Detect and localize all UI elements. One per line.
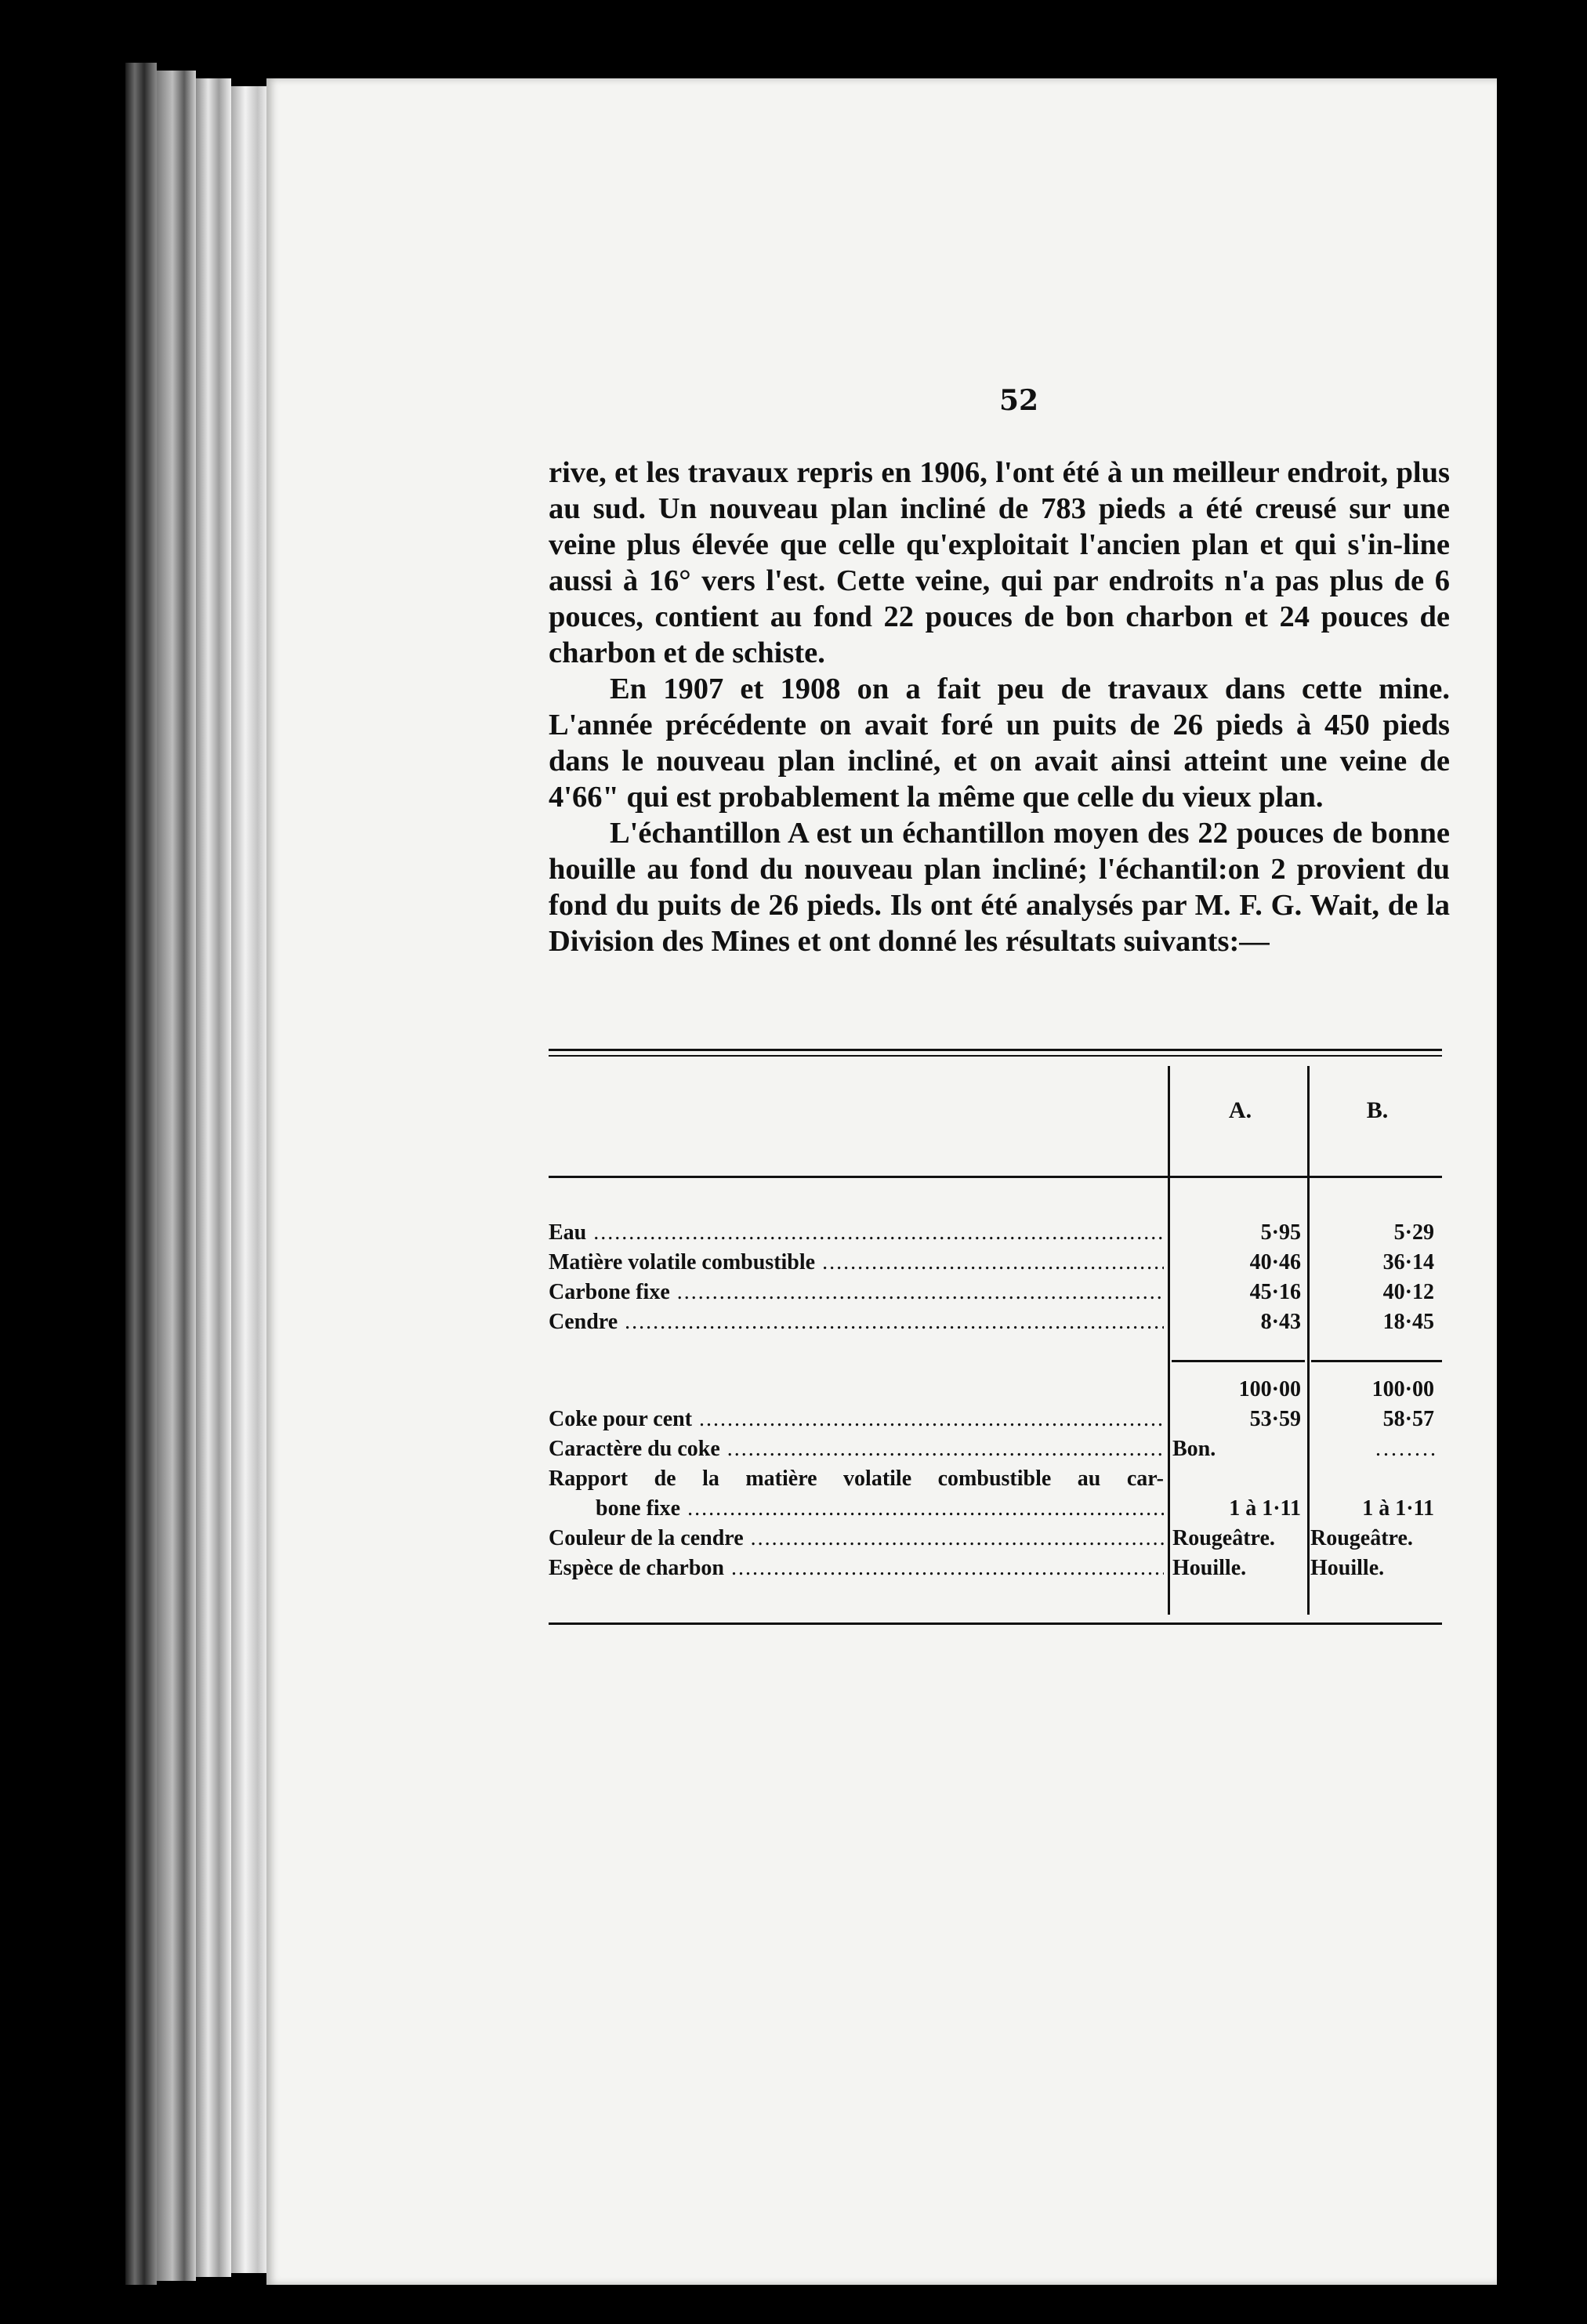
row-label: Carbone fixe ..... — [549, 1278, 1164, 1307]
subtotal-rule — [1311, 1360, 1442, 1362]
row-label: Coke pour cent ..... — [549, 1405, 1164, 1434]
value-a: 8·43 — [1260, 1310, 1301, 1334]
paragraph: rive, et les travaux repris en 1906, l'ont été à un meilleur endroit, plus au sud. Un nouveau plan incliné de 783 pieds a été creusé sur une veine plus élevée que celle qu'exploitait l'ancien plan et qui s'in-line aussi à 16° vers l'est. Cette veine, qui par endroits n'a pas plus de 6 pouces, contient au fond 22 pouces de bon charbon et 24 pouces de charbon et de schiste. — [549, 456, 1450, 669]
row-label: Matière volatile combustible ..... — [549, 1249, 1164, 1277]
table-bottom-rule — [549, 1622, 1442, 1625]
table-row — [549, 1435, 1442, 1463]
total-a: 100·00 — [1238, 1377, 1301, 1401]
book-page-edge — [157, 71, 196, 2281]
paragraph: En 1907 et 1908 on a fait peu de travaux dans cette mine. L'année précédente on avait foré un puits de 26 pieds à 450 pieds dans le nouveau plan incliné, et on avait ainsi atteint une veine de 4'66" qui est probablement la même que celle du vieux plan. — [549, 673, 1450, 814]
total-b: 100·00 — [1371, 1377, 1434, 1401]
value-b: 36·14 — [1382, 1250, 1434, 1274]
table-top-rule — [549, 1049, 1442, 1051]
table-total-row — [549, 1376, 1442, 1404]
value-a: Bon. — [1172, 1437, 1216, 1461]
table-row — [549, 1554, 1442, 1583]
value-a: Houille. — [1172, 1556, 1247, 1580]
value-b: 58·57 — [1382, 1407, 1434, 1431]
table-row — [549, 1495, 1442, 1523]
value-a: Rougeâtre. — [1172, 1526, 1275, 1550]
value-b: 5·29 — [1393, 1220, 1434, 1245]
table-row — [549, 1525, 1442, 1553]
book-page-edge — [125, 63, 157, 2285]
subtotal-rule — [1172, 1360, 1305, 1362]
value-a: 45·16 — [1249, 1280, 1301, 1304]
value-b: 40·12 — [1382, 1280, 1434, 1304]
row-label: Couleur de la cendre ..... — [549, 1525, 1164, 1553]
book-page-edge — [231, 86, 266, 2273]
paragraph: L'échantillon A est un échantillon moyen des 22 pouces de bonne houille au fond du nouveau plan incliné; l'échantil:on 2 provient du fond du puits de 26 pieds. Ils ont été analysés par M. F. G. Wait, de la Division des Mines et ont donné les résultats suivants:— — [549, 817, 1450, 958]
row-label-line2: bone fixe ..... — [549, 1495, 1164, 1523]
table-row — [549, 1465, 1442, 1493]
table-row — [549, 1405, 1442, 1434]
value-b: ........ — [1375, 1437, 1438, 1461]
value-a: 1 à 1·11 — [1229, 1496, 1301, 1521]
column-header-b: B. — [1366, 1097, 1389, 1123]
page-number: 52 — [998, 384, 1039, 417]
row-label: Eau ..... — [549, 1219, 1164, 1247]
value-a: 53·59 — [1249, 1407, 1301, 1431]
value-a: 40·46 — [1249, 1250, 1301, 1274]
table-row — [549, 1249, 1442, 1277]
value-a: 5·95 — [1260, 1220, 1301, 1245]
table-row — [549, 1219, 1442, 1247]
value-b: Rougeâtre. — [1310, 1526, 1413, 1550]
row-label-line1: Rapport de la matière volatile combustible au car- — [549, 1467, 1164, 1491]
book-page-edge — [196, 78, 231, 2277]
value-b: 18·45 — [1382, 1310, 1434, 1334]
analysis-table — [549, 1042, 1442, 1638]
value-b: Houille. — [1310, 1556, 1385, 1580]
body-text — [549, 455, 1450, 959]
row-label: Espèce de charbon ..... — [549, 1554, 1164, 1583]
table-header-rule — [549, 1176, 1442, 1178]
row-label: Cendre ..... — [549, 1308, 1164, 1336]
column-header-a: A. — [1228, 1097, 1252, 1123]
value-b: 1 à 1·11 — [1362, 1496, 1434, 1521]
table-top-rule — [549, 1055, 1442, 1057]
row-label: Caractère du coke ..... — [549, 1435, 1164, 1463]
table-row — [549, 1308, 1442, 1336]
table-row — [549, 1278, 1442, 1307]
